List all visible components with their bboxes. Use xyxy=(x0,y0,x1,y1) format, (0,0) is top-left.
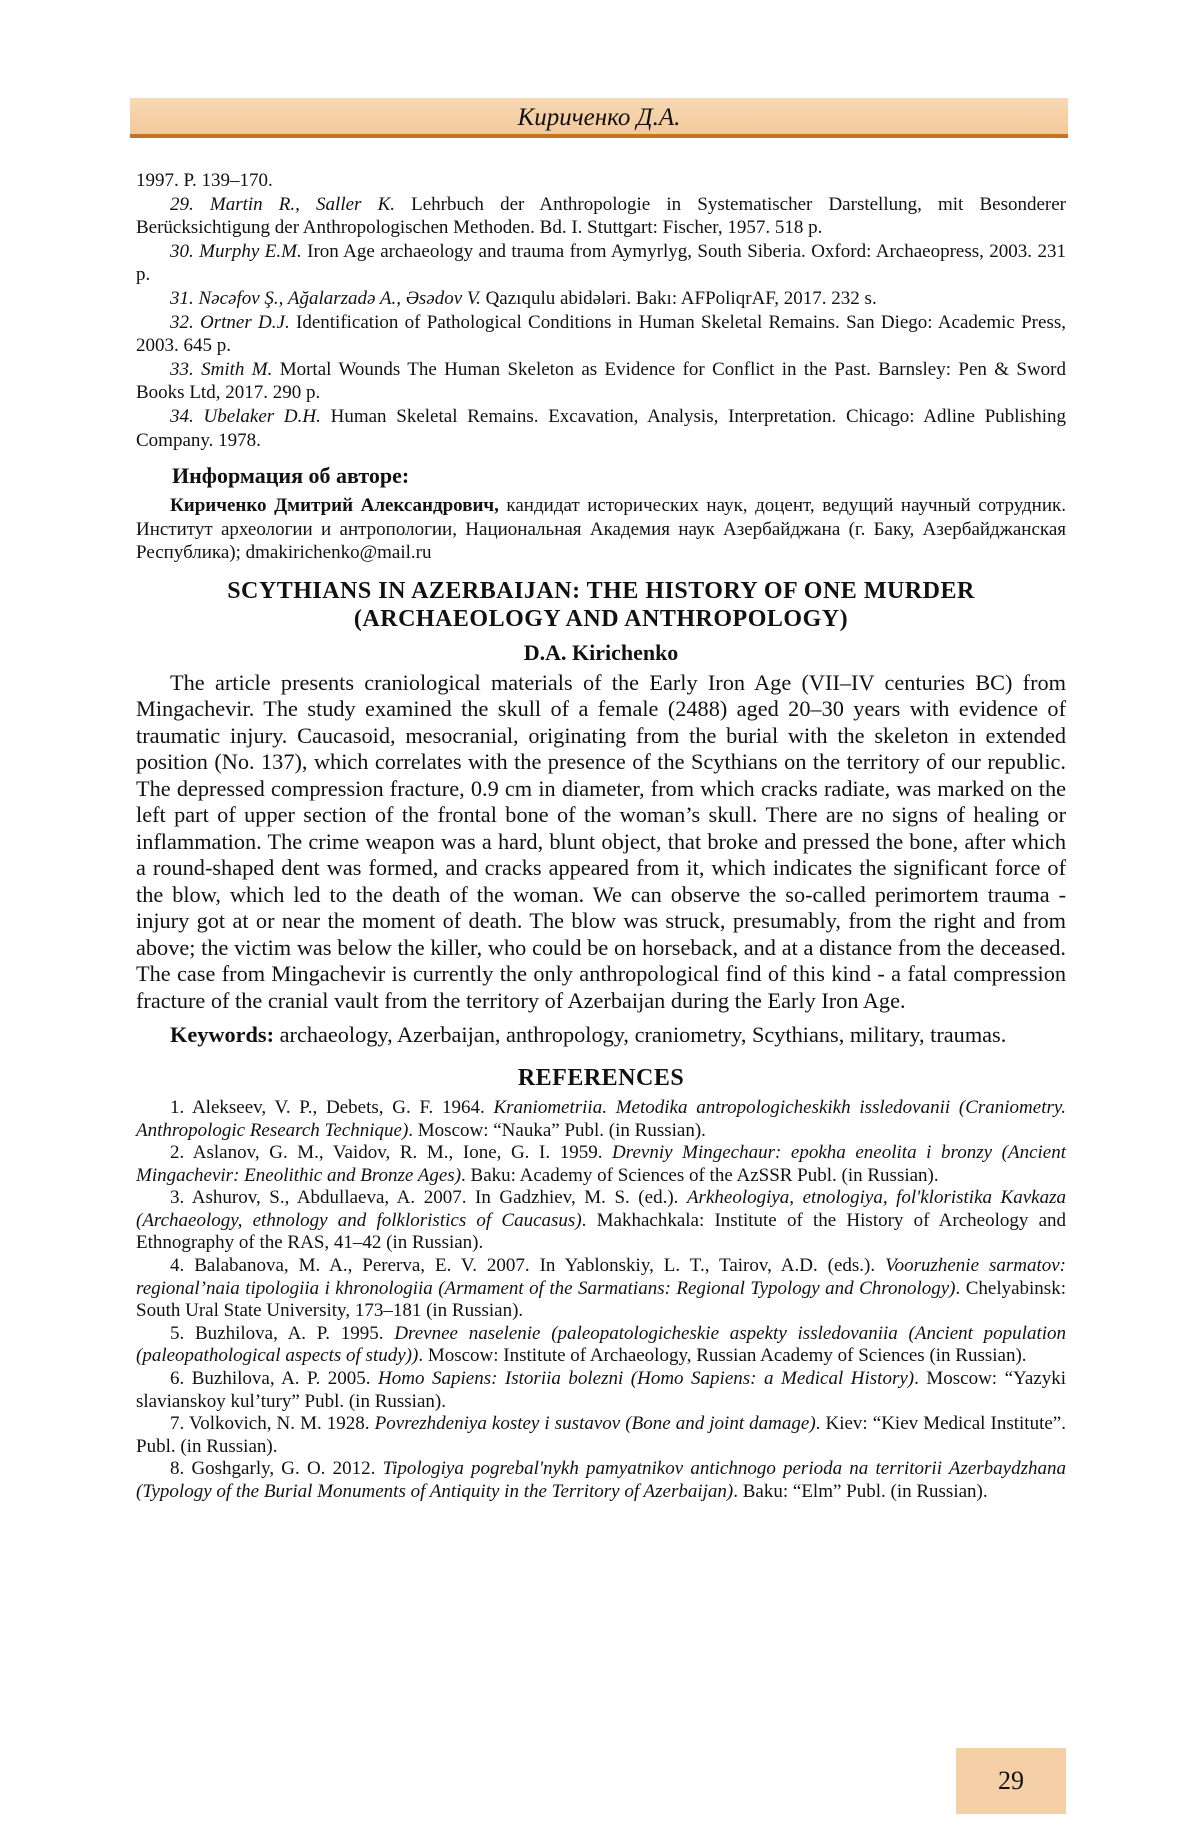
reference-item: 7. Volkovich, N. M. 1928. Povrezhdeniya kostey i sustavov (Bone and joint damage). Kiev: “Kiev Medical Institute”. Publ. (in Russian). xyxy=(136,1413,1066,1457)
author-name: Кириченко Дмитрий Александрович, xyxy=(170,495,499,517)
article-title: SCYTHIANS IN AZERBAIJAN: THE HISTORY OF ONE MURDER (ARCHAEOLOGY AND ANTHROPOLOGY) xyxy=(227,577,975,632)
page-number-box xyxy=(956,1748,1066,1814)
author-info-text: Кириченко Дмитрий Александрович, кандидат исторических наук, доцент, ведущий научный сотрудник. Институт археологии и антропологии, Национальная Академия наук Азербайджана (г. Баку, Азербайджанская Республика); dmakirichenko@mail.ru xyxy=(136,495,1067,564)
references-heading: REFERENCES xyxy=(517,1064,685,1091)
page-number: 29 xyxy=(998,1766,1024,1795)
reference-item: 33. Smith M. Mortal Wounds The Human Skeleton as Evidence for Conflict in the Past. Barnsley: Pen & Sword Books Ltd, 2017. 290 p. xyxy=(136,358,1067,404)
top-references xyxy=(136,169,1066,452)
reference-item: 3. Ashurov, S., Abdullaeva, A. 2007. In Gadzhiev, M. S. (ed.). Arkheologiya, etnologiya, fol'kloristika Kavkaza (Archaeology, ethnology and folkloristics of Caucasus). Makhachkala: Institute of the History of Archeology and Ethnography of the RAS, 41–42 (in Russian). xyxy=(136,1187,1066,1254)
author-info-heading: Информация об авторе: xyxy=(172,463,410,489)
abstract: The article presents craniological materials of the Early Iron Age (VII–IV centuries BC) from Mingachevir. The study examined the skull of a female (2488) aged 20–30 years with evidence of traumatic injury. Caucasoid, mesocranial, originating from the burial with the skeleton in extended position (No. 137), which correlates with the presence of the Scythians on the territory of our republic. The depressed compression fracture, 0.9 cm in diameter, from which cracks radiate, was marked on the left part of upper section of the frontal bone of the woman’s skull. There are no signs of healing or inflammation. The crime weapon was a hard, blunt object, that broke and pressed the bone, after which a round-shaped dent was formed, and cracks appeared from it, which indicates the significant force of the blow, which led to the death of the woman. We can observe the so-called perimortem trauma - injury got at or near the moment of death. The blow was struck, presumably, from the right and from above; the victim was below the killer, who could be on horseback, and at a distance from the deceased. The case from Mingachevir is currently the only anthropological find of this kind - a fatal compression fracture of the cranial vault from the territory of Azerbaijan during the Early Iron Age. xyxy=(136,669,1066,1013)
reference-item: 5. Buzhilova, A. P. 1995. Drevnee naselenie (paleopatologicheskie aspekty issledovaniia (Ancient population (paleopathological aspects of study)). Moscow: Institute of Archaeology, Russian Academy of Sciences (in Russian). xyxy=(136,1322,1067,1367)
reference-item: 1. Alekseev, V. P., Debets, G. F. 1964. Kraniometriia. Metodika antropologicheskikh issledovanii (Craniometry. Anthropologic Research Technique). Moscow: “Nauka” Publ. (in Russian). xyxy=(136,1096,1066,1141)
running-header xyxy=(130,98,1068,138)
reference-item: 32. Ortner D.J. Identification of Pathological Conditions in Human Skeletal Remains. San Diego: Academic Press, 2003. 645 p. xyxy=(136,311,1066,357)
reference-item: 34. Ubelaker D.H. Human Skeletal Remains. Excavation, Analysis, Interpretation. Chicago: Adline Publishing Company. 1978. xyxy=(136,405,1067,451)
reference-item: 31. Nəcəfov Ş., Ağalarzadə A., Əsədov V. Qazıqulu abidələri. Bakı: AFPoliqrAF, 2017. 232 s. xyxy=(170,287,877,309)
reference-item: 8. Goshgarly, G. O. 2012. Tipologiya pogrebal'nykh pamyatnikov antichnogo perioda na territorii Azerbaydzhana (Typology of the Burial Monuments of Antiquity in the Territory of Azerbaijan). Baku: “Elm” Publ. (in Russian). xyxy=(136,1458,1066,1502)
keywords: Keywords: archaeology, Azerbaijan, anthropology, craniometry, Scythians, military, traumas. xyxy=(170,1022,1007,1048)
reference-item: 6. Buzhilova, A. P. 2005. Homo Sapiens: Istoriia bolezni (Homo Sapiens: a Medical History). Moscow: “Yazyki slavianskoy kul’tury” Publ. (in Russian). xyxy=(136,1368,1066,1412)
article-author: D.A. Kirichenko xyxy=(523,639,679,665)
reference-item: 30. Murphy E.M. Iron Age archaeology and trauma from Aymyrlyg, South Siberia. Oxford: Archaeopress, 2003. 231 p. xyxy=(136,240,1066,286)
reference-continuation: 1997. P. 139–170. xyxy=(136,170,273,191)
running-header-title: Кириченко Д.А. xyxy=(517,104,681,131)
reference-item: 2. Aslanov, G. M., Vaidov, R. M., Ione, G. I. 1959. Drevniy Mingechaur: epokha eneolita i bronzy (Ancient Mingachevir: Eneolithic and Bronze Ages). Baku: Academy of Sciences of the AzSSR Publ. (in Russian). xyxy=(136,1142,1066,1186)
reference-item: 4. Balabanova, M. A., Pererva, E. V. 2007. In Yablonskiy, L. T., Tairov, A.D. (eds.). Vooruzhenie sarmatov: regional’naia tipologiia i khronologiia (Armament of the Sarmatians: Regional Typology and Chronology). Chelyabinsk: South Ural State University, 173–181 (in Russian). xyxy=(136,1255,1066,1322)
reference-item: 29. Martin R., Saller K. Lehrbuch der Anthropologie in Systematischer Darstellung, mit Besonderer Berücksichtigung der Anthropologischen Methoden. Bd. I. Stuttgart: Fischer, 1957. 518 p. xyxy=(136,193,1066,239)
page-content xyxy=(136,169,1066,1504)
keywords-label: Keywords: xyxy=(170,1022,275,1048)
references-list xyxy=(136,1097,1066,1504)
